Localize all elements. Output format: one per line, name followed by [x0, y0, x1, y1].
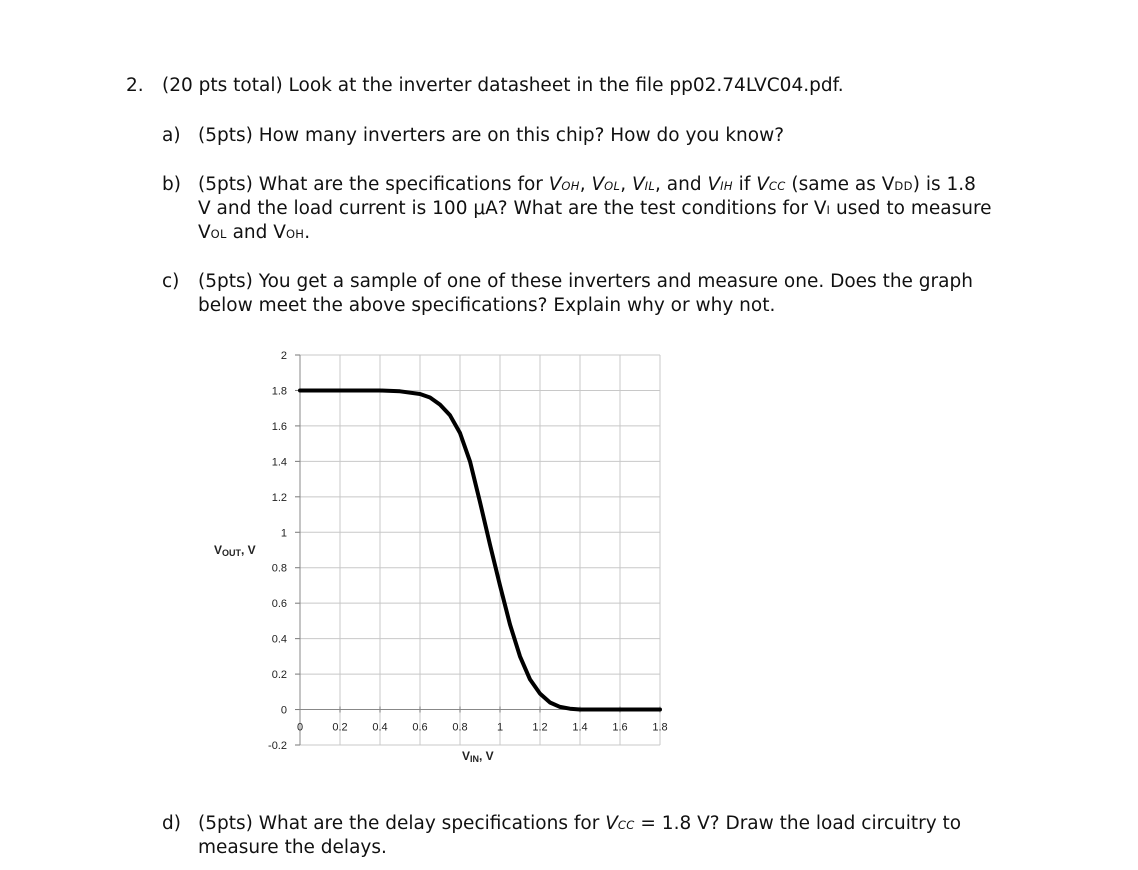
x-tick-label: 0.2 — [332, 721, 348, 734]
x-tick-label: 1.4 — [572, 721, 588, 734]
y-tick-label: 1.2 — [271, 491, 287, 504]
x-tick-label: 1 — [496, 721, 504, 734]
question-header-text: (20 pts total) Look at the inverter datasheet in the file pp02.74LVC04.pdf. — [162, 75, 844, 96]
vtc-curve — [300, 391, 660, 710]
y-tick-label: 0.4 — [271, 633, 287, 646]
part-b-line-2: V and the load current is 100 μA? What are the test conditions for VI used to measure — [198, 198, 992, 219]
x-tick-label: 0.8 — [452, 721, 468, 734]
y-axis-label: VOUT, V — [214, 543, 256, 558]
part-b-label: b) — [162, 174, 181, 195]
x-tick-label: 1.2 — [532, 721, 548, 734]
part-b-line-3: VOL and VOH. — [198, 222, 311, 243]
x-tick-label: 0 — [296, 721, 304, 734]
y-tick-label: -0.2 — [268, 740, 287, 752]
part-c-line-2: below meet the above specifications? Explain why or why not. — [198, 295, 776, 316]
x-tick-label: 1.8 — [652, 721, 668, 734]
part-d-line-1: (5pts) What are the delay specifications for VCC = 1.8 V? Draw the load circuitry to — [198, 813, 962, 834]
y-tick-label: 0 — [280, 704, 287, 717]
y-tick-label: 1.4 — [271, 456, 287, 469]
part-d-label: d) — [162, 813, 181, 834]
x-tick-label: 0.6 — [412, 721, 428, 734]
y-tick-label: 0.8 — [271, 562, 287, 575]
chart-tick-labels — [268, 350, 668, 752]
x-tick-label: 0.4 — [372, 721, 388, 734]
x-axis-label: VIN, V — [462, 749, 494, 764]
question-number: 2. — [126, 75, 144, 96]
part-c-label: c) — [162, 271, 180, 292]
y-tick-label: 1.6 — [271, 420, 287, 433]
y-tick-label: 1 — [280, 527, 287, 540]
y-tick-label: 2 — [280, 350, 287, 362]
chart-grid — [295, 355, 660, 745]
part-a-label: a) — [162, 125, 181, 146]
part-b-line-1: (5pts) What are the specifications for VOH, VOL, VIL, and VIH if VCC (same as VDD) is 1.8 — [198, 174, 976, 195]
y-tick-label: 1.8 — [271, 385, 287, 398]
x-tick-label: 1.6 — [612, 721, 628, 734]
part-a-text: (5pts) How many inverters are on this chip? How do you know? — [198, 125, 785, 146]
part-d-line-2: measure the delays. — [198, 837, 387, 858]
part-c-line-1: (5pts) You get a sample of one of these inverters and measure one. Does the graph — [198, 271, 973, 292]
vtc-chart — [200, 340, 680, 780]
y-tick-label: 0.2 — [271, 669, 287, 682]
y-tick-label: 0.6 — [271, 598, 287, 611]
